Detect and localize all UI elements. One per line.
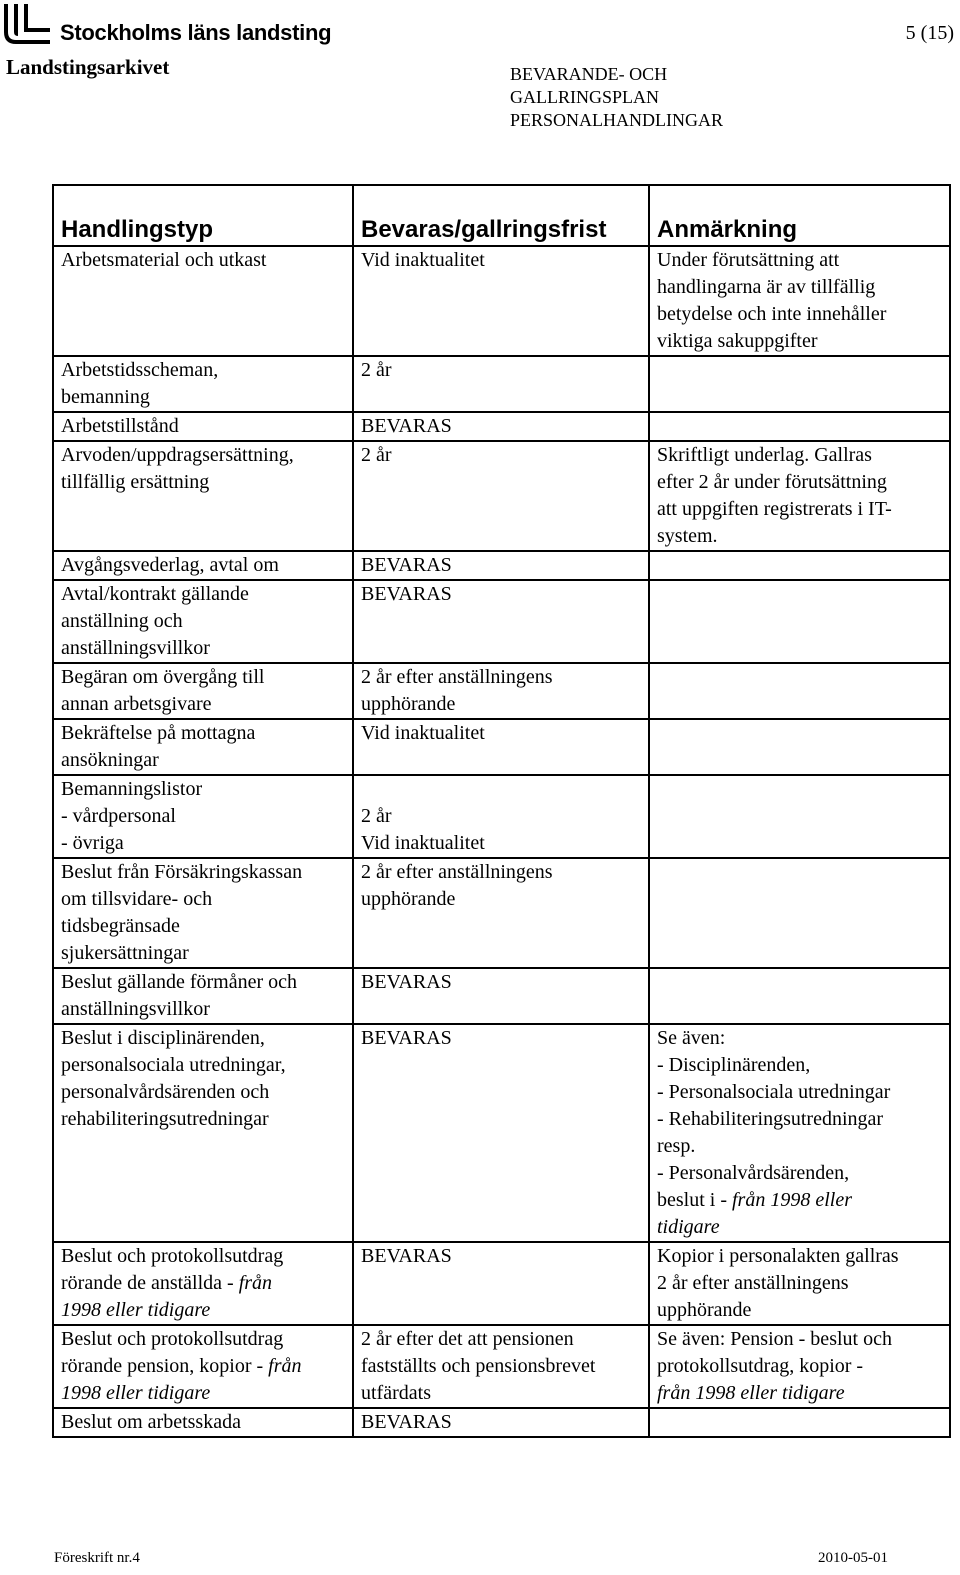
cell-line: efter 2 år under förutsättning bbox=[657, 471, 887, 493]
cell-line: Beslut gällande förmåner och bbox=[61, 971, 298, 993]
cell-frist bbox=[353, 775, 649, 858]
cell-line bbox=[361, 776, 644, 803]
cell-line: upphörande bbox=[657, 1299, 752, 1321]
cell-line: 1998 eller tidigare bbox=[61, 1382, 211, 1404]
table-row bbox=[53, 1242, 950, 1325]
cell-frist bbox=[353, 246, 649, 356]
cell-line: Beslut i disciplinärenden, bbox=[61, 1027, 265, 1049]
cell-line: handlingarna är av tillfällig bbox=[657, 276, 876, 298]
cell-anmarkning bbox=[649, 858, 950, 968]
table-row bbox=[53, 858, 950, 968]
cell-line: Beslut från Försäkringskassan bbox=[61, 861, 303, 883]
cell-line: BEVARAS bbox=[361, 1245, 452, 1267]
cell-line: - Rehabiliteringsutredningar bbox=[657, 1108, 884, 1130]
footer-date: 2010-05-01 bbox=[818, 1550, 888, 1566]
cell-line: upphörande bbox=[361, 693, 456, 715]
cell-line bbox=[61, 1133, 348, 1160]
cell-handlingstyp bbox=[53, 719, 353, 775]
cell-handlingstyp bbox=[53, 1024, 353, 1242]
cell-line: tidigare bbox=[657, 1216, 720, 1238]
cell-line: Vid inaktualitet bbox=[361, 249, 485, 271]
cell-line: system. bbox=[657, 525, 718, 547]
cell-handlingstyp bbox=[53, 663, 353, 719]
cell-line: Se även: bbox=[657, 1027, 726, 1049]
column-header-bevaras: Bevaras/gallringsfrist bbox=[353, 185, 649, 246]
cell-handlingstyp bbox=[53, 441, 353, 551]
cell-line: resp. bbox=[657, 1135, 696, 1157]
footer-regulation: Föreskrift nr.4 bbox=[54, 1550, 140, 1566]
cell-frist bbox=[353, 356, 649, 412]
table-header-row bbox=[53, 185, 950, 246]
table-row bbox=[53, 441, 950, 551]
table-row bbox=[53, 1325, 950, 1408]
cell-line bbox=[61, 1160, 348, 1187]
table-row bbox=[53, 580, 950, 663]
cell-line: att uppgiften registrerats i IT- bbox=[657, 498, 892, 520]
cell-frist bbox=[353, 412, 649, 441]
cell-line: 2 år efter anställningens bbox=[657, 1272, 849, 1294]
cell-line: BEVARAS bbox=[361, 1411, 452, 1433]
cell-line: 2 år bbox=[361, 805, 392, 827]
cell-line: Skriftligt underlag. Gallras bbox=[657, 444, 872, 466]
retention-table bbox=[52, 184, 951, 1438]
cell-anmarkning bbox=[649, 968, 950, 1024]
cell-line: personalvårdsärenden och bbox=[61, 1081, 270, 1103]
cell-handlingstyp bbox=[53, 580, 353, 663]
cell-line: anställningsvillkor bbox=[61, 998, 210, 1020]
document-title-line: PERSONALHANDLINGAR bbox=[510, 110, 724, 130]
cell-line: 2 år efter anställningens bbox=[361, 861, 553, 883]
cell-line: rehabiliteringsutredningar bbox=[61, 1108, 269, 1130]
cell-line: - vårdpersonal bbox=[61, 805, 176, 827]
cell-handlingstyp bbox=[53, 775, 353, 858]
cell-handlingstyp bbox=[53, 1408, 353, 1437]
cell-frist bbox=[353, 441, 649, 551]
document-title bbox=[510, 63, 723, 132]
cell-line: Beslut om arbetsskada bbox=[61, 1411, 241, 1433]
cell-anmarkning bbox=[649, 1242, 950, 1325]
cell-line: Se även: Pension - beslut och bbox=[657, 1328, 892, 1350]
cell-line: Kopior i personalakten gallras bbox=[657, 1245, 899, 1267]
cell-handlingstyp bbox=[53, 1242, 353, 1325]
cell-line: - Personalsociala utredningar bbox=[657, 1081, 891, 1103]
table-row bbox=[53, 551, 950, 580]
cell-line: fastställts och pensionsbrevet bbox=[361, 1355, 596, 1377]
cell-line: tidsbegränsade bbox=[61, 915, 180, 937]
column-header-handlingstyp: Handlingstyp bbox=[53, 185, 353, 246]
landsting-logo-icon bbox=[2, 4, 52, 44]
cell-line: sjukersättningar bbox=[61, 942, 189, 964]
cell-line: 2 år efter det att pensionen bbox=[361, 1328, 574, 1350]
cell-line: anställningsvillkor bbox=[61, 637, 210, 659]
cell-handlingstyp bbox=[53, 1325, 353, 1408]
cell-line: bemanning bbox=[61, 386, 150, 408]
cell-line: Begäran om övergång till bbox=[61, 666, 265, 688]
cell-line: om tillsvidare- och bbox=[61, 888, 213, 910]
cell-line: Avgångsvederlag, avtal om bbox=[61, 554, 279, 576]
cell-line: 2 år efter anställningens bbox=[361, 666, 553, 688]
cell-frist bbox=[353, 858, 649, 968]
cell-anmarkning bbox=[649, 246, 950, 356]
cell-line: Arbetstillstånd bbox=[61, 415, 179, 437]
table-row bbox=[53, 1408, 950, 1437]
cell-line: personalsociala utredningar, bbox=[61, 1054, 286, 1076]
table-row bbox=[53, 412, 950, 441]
column-header-anmarkning: Anmärkning bbox=[649, 185, 950, 246]
cell-line: Beslut och protokollsutdrag bbox=[61, 1328, 284, 1350]
cell-line: Arvoden/uppdragsersättning, bbox=[61, 444, 294, 466]
cell-line: från 1998 eller tidigare bbox=[657, 1382, 845, 1404]
cell-anmarkning bbox=[649, 580, 950, 663]
cell-frist bbox=[353, 1408, 649, 1437]
cell-frist bbox=[353, 1325, 649, 1408]
org-name: Stockholms läns landsting bbox=[60, 20, 332, 45]
table-row bbox=[53, 246, 950, 356]
cell-line: - Disciplinärenden, bbox=[657, 1054, 811, 1076]
table-row bbox=[53, 1024, 950, 1242]
cell-frist bbox=[353, 968, 649, 1024]
cell-line: rörande de anställda - från bbox=[61, 1272, 273, 1294]
cell-line: - övriga bbox=[61, 832, 124, 854]
cell-line: 2 år bbox=[361, 444, 392, 466]
cell-line: Arbetstidsscheman, bbox=[61, 359, 219, 381]
cell-line: BEVARAS bbox=[361, 971, 452, 993]
cell-line: - Personalvårdsärenden, bbox=[657, 1162, 850, 1184]
cell-anmarkning bbox=[649, 412, 950, 441]
cell-line: Avtal/kontrakt gällande bbox=[61, 583, 249, 605]
cell-frist bbox=[353, 719, 649, 775]
document-title-line: BEVARANDE- OCH bbox=[510, 64, 668, 84]
cell-line: tillfällig ersättning bbox=[61, 471, 210, 493]
cell-line: anställning och bbox=[61, 610, 183, 632]
cell-frist bbox=[353, 1024, 649, 1242]
cell-frist bbox=[353, 1242, 649, 1325]
table-row bbox=[53, 356, 950, 412]
cell-handlingstyp bbox=[53, 246, 353, 356]
cell-line: BEVARAS bbox=[361, 554, 452, 576]
cell-line: Bekräftelse på mottagna bbox=[61, 722, 256, 744]
cell-anmarkning bbox=[649, 356, 950, 412]
cell-line: Arbetsmaterial och utkast bbox=[61, 249, 267, 271]
cell-line: BEVARAS bbox=[361, 415, 452, 437]
cell-frist bbox=[353, 551, 649, 580]
cell-anmarkning bbox=[649, 775, 950, 858]
cell-line: utfärdats bbox=[361, 1382, 431, 1404]
cell-line: Under förutsättning att bbox=[657, 249, 840, 271]
cell-line: Beslut och protokollsutdrag bbox=[61, 1245, 284, 1267]
cell-handlingstyp bbox=[53, 968, 353, 1024]
cell-anmarkning bbox=[649, 551, 950, 580]
table-row bbox=[53, 719, 950, 775]
cell-line: BEVARAS bbox=[361, 1027, 452, 1049]
cell-line: betydelse och inte innehåller bbox=[657, 303, 887, 325]
document-title-line: GALLRINGSPLAN bbox=[510, 87, 660, 107]
cell-handlingstyp bbox=[53, 356, 353, 412]
cell-line: BEVARAS bbox=[361, 583, 452, 605]
cell-anmarkning bbox=[649, 1325, 950, 1408]
table-row bbox=[53, 775, 950, 858]
cell-frist bbox=[353, 663, 649, 719]
cell-line: beslut i - från 1998 eller bbox=[657, 1189, 852, 1211]
cell-line: Bemanningslistor bbox=[61, 778, 203, 800]
cell-line: Vid inaktualitet bbox=[361, 722, 485, 744]
cell-anmarkning bbox=[649, 1024, 950, 1242]
cell-line: 1998 eller tidigare bbox=[61, 1299, 211, 1321]
cell-line: rörande pension, kopior - från bbox=[61, 1355, 302, 1377]
cell-anmarkning bbox=[649, 1408, 950, 1437]
cell-line: annan arbetsgivare bbox=[61, 693, 212, 715]
cell-line: upphörande bbox=[361, 888, 456, 910]
cell-anmarkning bbox=[649, 719, 950, 775]
cell-line bbox=[61, 1214, 348, 1241]
cell-handlingstyp bbox=[53, 858, 353, 968]
cell-line: Vid inaktualitet bbox=[361, 832, 485, 854]
archive-name: Landstingsarkivet bbox=[6, 55, 170, 79]
table-row bbox=[53, 968, 950, 1024]
cell-line: ansökningar bbox=[61, 749, 159, 771]
cell-line: protokollsutdrag, kopior - bbox=[657, 1355, 864, 1377]
table-row bbox=[53, 663, 950, 719]
cell-handlingstyp bbox=[53, 551, 353, 580]
cell-handlingstyp bbox=[53, 412, 353, 441]
cell-anmarkning bbox=[649, 663, 950, 719]
cell-anmarkning bbox=[649, 441, 950, 551]
cell-line bbox=[61, 1187, 348, 1214]
cell-frist bbox=[353, 580, 649, 663]
page-number: 5 (15) bbox=[905, 22, 954, 44]
cell-line: viktiga sakuppgifter bbox=[657, 330, 818, 352]
cell-line: 2 år bbox=[361, 359, 392, 381]
